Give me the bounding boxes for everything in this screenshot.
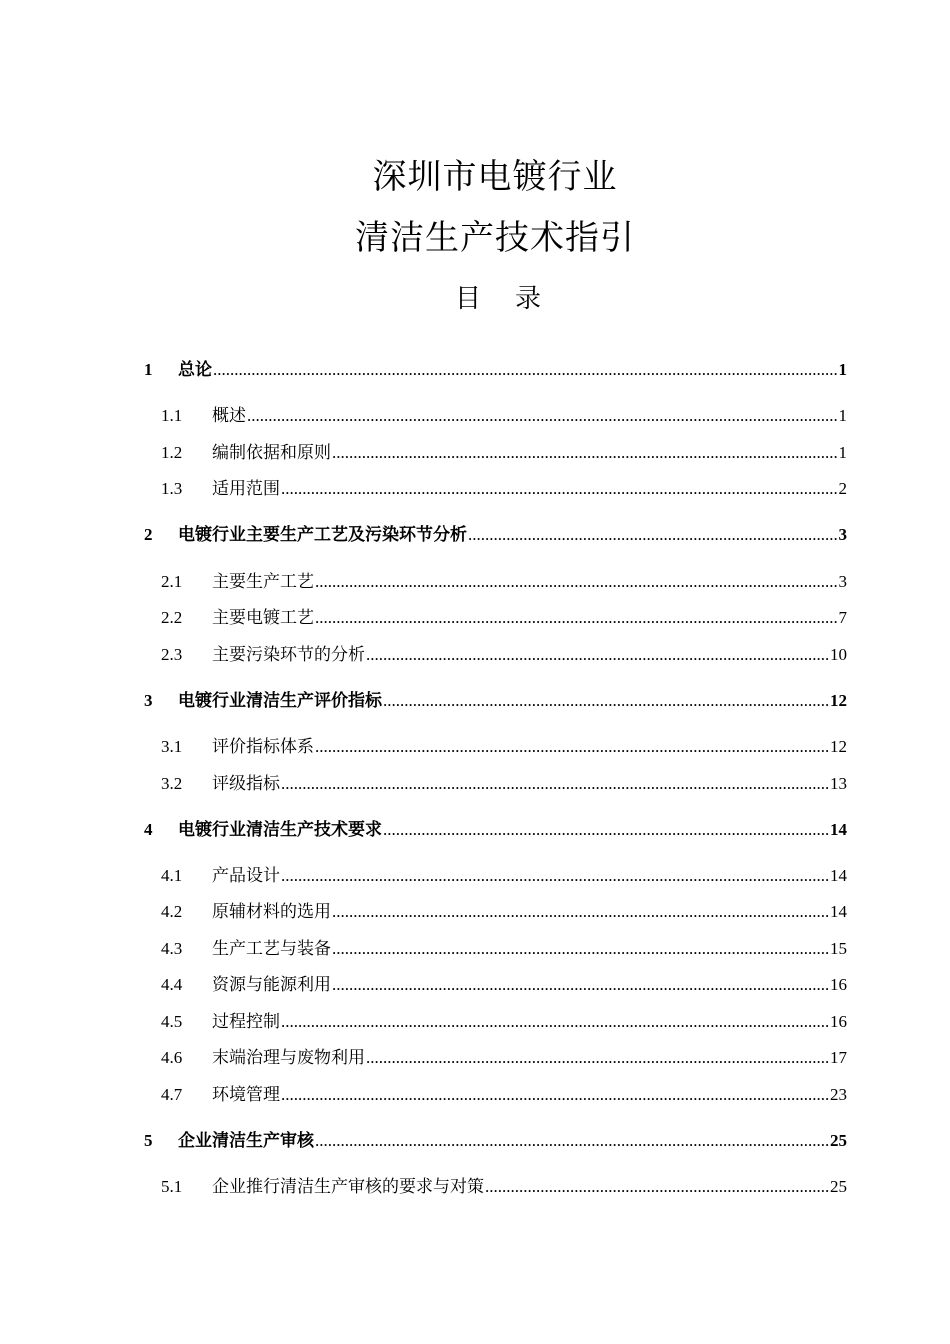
- document-title-line1: 深圳市电镀行业: [372, 157, 618, 197]
- toc-entry-page-number: 14: [830, 866, 847, 885]
- toc-entry-page-number: 12: [830, 691, 847, 710]
- toc-entry-number: 1.3: [161, 479, 183, 498]
- toc-entry-page-number: 7: [838, 608, 847, 627]
- toc-section-entry[interactable]: [144, 1007, 847, 1033]
- toc-entry-number: 1.2: [161, 443, 183, 462]
- toc-entry-number: 2.3: [161, 645, 183, 664]
- toc-chapter-entry[interactable]: [144, 520, 847, 546]
- toc-entry-number: 4.1: [161, 866, 183, 885]
- toc-entry-page-number: 1: [838, 443, 847, 462]
- toc-entry-page-number: 16: [830, 1012, 847, 1031]
- toc-dot-leader: [332, 443, 838, 463]
- toc-entry-number: 4.6: [161, 1048, 183, 1067]
- toc-entry-page-number: 12: [830, 737, 847, 756]
- toc-entry-number: 2: [144, 525, 153, 544]
- toc-dot-leader: [281, 1012, 829, 1032]
- toc-entry-number: 3: [144, 691, 153, 710]
- toc-entry-number: 5.1: [161, 1177, 183, 1196]
- toc-entry-page-number: 3: [838, 525, 847, 544]
- toc-entry-label: 编制依据和原则: [212, 443, 331, 462]
- toc-entry-number: 1.1: [161, 406, 183, 425]
- toc-dot-leader: [281, 1085, 829, 1105]
- toc-dot-leader: [383, 691, 829, 711]
- toc-section-entry[interactable]: [144, 1080, 847, 1106]
- toc-section-entry[interactable]: [144, 934, 847, 960]
- toc-entry-page-number: 3: [838, 572, 847, 591]
- toc-entry-page-number: 17: [830, 1048, 847, 1067]
- toc-entry-label: 环境管理: [212, 1085, 280, 1104]
- toc-chapter-entry[interactable]: [144, 1126, 847, 1152]
- toc-entry-label: 适用范围: [212, 479, 280, 498]
- toc-section-entry[interactable]: [144, 474, 847, 500]
- toc-entry-label: 主要电镀工艺: [212, 608, 314, 627]
- toc-section-entry[interactable]: [144, 603, 847, 629]
- toc-chapter-entry[interactable]: [144, 686, 847, 712]
- toc-entry-number: 4.5: [161, 1012, 183, 1031]
- toc-dot-leader: [383, 820, 829, 840]
- toc-entry-label: 生产工艺与装备: [212, 939, 331, 958]
- toc-entry-number: 4: [144, 820, 153, 839]
- toc-dot-leader: [332, 975, 829, 995]
- toc-dot-leader: [468, 525, 838, 545]
- toc-section-entry[interactable]: [144, 567, 847, 593]
- toc-section-entry[interactable]: [144, 732, 847, 758]
- toc-entry-label: 过程控制: [212, 1012, 280, 1031]
- toc-entry-label: 电镀行业清洁生产评价指标: [178, 691, 382, 710]
- toc-section-entry[interactable]: [144, 897, 847, 923]
- toc-entry-number: 2.1: [161, 572, 183, 591]
- toc-chapter-entry[interactable]: [144, 815, 847, 841]
- toc-entry-page-number: 1: [838, 360, 847, 379]
- toc-entry-label: 资源与能源利用: [212, 975, 331, 994]
- toc-entry-number: 3.1: [161, 737, 183, 756]
- toc-entry-page-number: 15: [830, 939, 847, 958]
- toc-chapter-entry[interactable]: [144, 355, 847, 381]
- toc-entry-number: 4.7: [161, 1085, 183, 1104]
- toc-entry-label: 总论: [178, 360, 212, 379]
- toc-entry-page-number: 14: [830, 820, 847, 839]
- toc-section-entry[interactable]: [144, 640, 847, 666]
- toc-entry-label: 评级指标: [212, 774, 280, 793]
- toc-entry-page-number: 25: [830, 1177, 847, 1196]
- toc-entry-label: 主要生产工艺: [212, 572, 314, 591]
- toc-entry-page-number: 10: [830, 645, 847, 664]
- toc-entry-label: 企业清洁生产审核: [178, 1131, 314, 1150]
- toc-dot-leader: [281, 774, 829, 794]
- toc-entry-number: 4.2: [161, 902, 183, 921]
- toc-entry-page-number: 25: [830, 1131, 847, 1150]
- toc-heading-char2: 录: [515, 284, 542, 314]
- toc-heading-char1: 目: [454, 284, 481, 314]
- toc-dot-leader: [247, 406, 838, 426]
- toc-entry-page-number: 13: [830, 774, 847, 793]
- toc-dot-leader: [366, 1048, 829, 1068]
- toc-section-entry[interactable]: [144, 1043, 847, 1069]
- document-title-line2: 清洁生产技术指引: [355, 218, 635, 258]
- toc-section-entry[interactable]: [144, 1172, 847, 1198]
- toc-dot-leader: [332, 939, 829, 959]
- toc-section-entry[interactable]: [144, 970, 847, 996]
- toc-section-entry[interactable]: [144, 438, 847, 464]
- toc-entry-page-number: 23: [830, 1085, 847, 1104]
- toc-dot-leader: [281, 479, 838, 499]
- toc-entry-label: 概述: [212, 406, 246, 425]
- toc-entry-label: 电镀行业主要生产工艺及污染环节分析: [178, 525, 467, 544]
- toc-entry-number: 3.2: [161, 774, 183, 793]
- toc-entry-label: 电镀行业清洁生产技术要求: [178, 820, 382, 839]
- toc-entry-page-number: 16: [830, 975, 847, 994]
- toc-entry-label: 末端治理与废物利用: [212, 1048, 365, 1067]
- toc-entry-number: 4.4: [161, 975, 183, 994]
- toc-entry-number: 2.2: [161, 608, 183, 627]
- toc-section-entry[interactable]: [144, 769, 847, 795]
- toc-dot-leader: [315, 572, 838, 592]
- toc-entry-label: 原辅材料的选用: [212, 902, 331, 921]
- toc-entry-page-number: 14: [830, 902, 847, 921]
- toc-entry-label: 企业推行清洁生产审核的要求与对策: [212, 1177, 484, 1196]
- toc-entry-number: 1: [144, 360, 153, 379]
- toc-dot-leader: [213, 360, 838, 380]
- toc-entry-number: 5: [144, 1131, 153, 1150]
- toc-dot-leader: [315, 1131, 829, 1151]
- toc-heading: [0, 278, 950, 315]
- toc-section-entry[interactable]: [144, 861, 847, 887]
- toc-entry-label: 主要污染环节的分析: [212, 645, 365, 664]
- toc-section-entry[interactable]: [144, 401, 847, 427]
- toc-dot-leader: [281, 866, 829, 886]
- toc-entry-page-number: 2: [838, 479, 847, 498]
- toc-dot-leader: [485, 1177, 829, 1197]
- toc-dot-leader: [315, 737, 829, 757]
- toc-entry-label: 产品设计: [212, 866, 280, 885]
- toc-dot-leader: [366, 645, 829, 665]
- toc-entry-page-number: 1: [838, 406, 847, 425]
- toc-dot-leader: [332, 902, 829, 922]
- toc-entry-label: 评价指标体系: [212, 737, 314, 756]
- toc-entry-number: 4.3: [161, 939, 183, 958]
- toc-dot-leader: [315, 608, 838, 628]
